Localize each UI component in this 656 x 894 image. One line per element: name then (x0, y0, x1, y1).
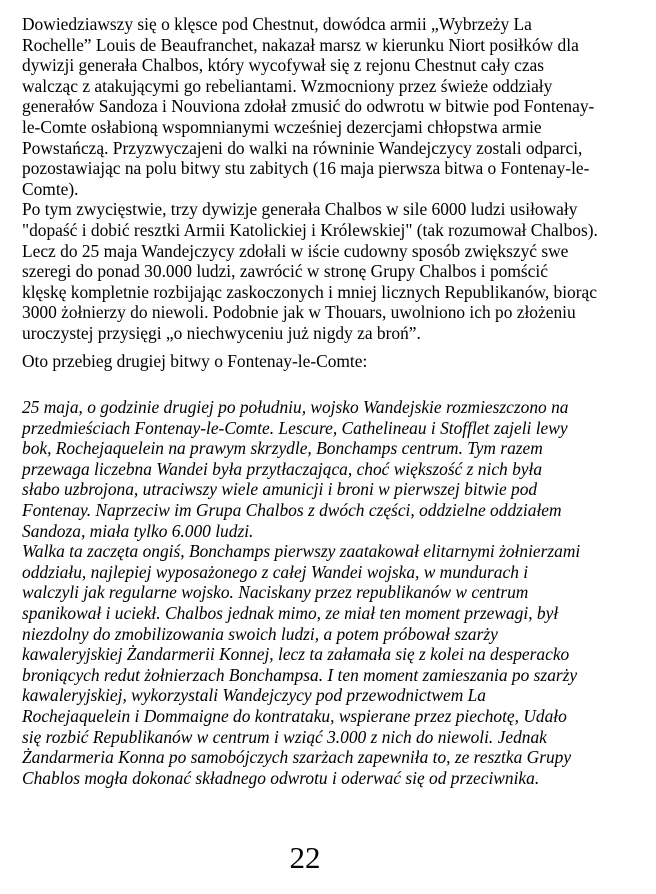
page-number: 22 (289, 840, 321, 875)
paragraph: Po tym zwycięstwie, trzy dywizje generała Chalbos w sile 6000 ludzi usiłowały "dopaść i dobić resztki Armii Katolickiej i Królewskiej" (tak rozumował Chalbos). Lecz do 25 maja Wandejczycy zdołali w iście cudowny sposób zwiększyć swe szeregi do ponad 30.000 ludzi, zawrócić w stronę Grupy Chalbos i pomścić klęskę kompletnie rozbijając zaskoczonych i mniej licznych Republikanów, biorąc 3000 żołnierzy do niewoli. Podobnie jak w Thouars, uwolniono ich po złożeniu uroczystej przysięgi „o niechwyceniu już nigdy za broń”. (22, 199, 598, 343)
document-page (22, 14, 642, 788)
italic-paragraph: 25 maja, o godzinie drugiej po południu, wojsko Wandejskie rozmieszczono na przedmieściach Fontenay-le-Comte. Lescure, Cathelineau i Stofflet zajeli lewy bok, Rochejaquelein na prawym skrzydle, Bonchamps centrum. Tym razem przewaga liczebna Wandei była przytłaczająca, choć większość z nich była słabo uzbrojona, utraciwszy wiele amunicji i broni w pierwszej bitwie pod Fontenay. Naprzeciw im Grupa Chalbos z dwóch części, oddzielne oddziałem Sandoza, miała tylko 6.000 ludzi. (22, 397, 569, 541)
paragraph: Dowiedziawszy się o klęsce pod Chestnut, dowódca armii „Wybrzeży La Rochelle” Louis de Beaufranchet, nakazał marsz w kierunku Niort posiłków dla dywizji generała Chalbos, który wycofywał się z rejonu Chestnut cały czas walcząc z atakującymi go rebeliantami. Wzmocniony przez świeże oddziały generałów Sandoza i Nouviona zdołał zmusić do odwrotu w bitwie pod Fontenay- le-Comte osłabioną wspomnianymi wcześniej dezercjami chłopstwa armie Powstańczą. Przyzwyczajeni do walki na równinie Wandejczycy zostali odparci, pozostawiając na polu bitwy stu zabitych (16 maja pierwsza bitwa o Fontenay-le- Comte). (22, 14, 595, 199)
italic-paragraph: Walka ta zaczęta ongiś, Bonchamps pierwszy zaatakował elitarnymi żołnierzami oddziału, najlepiej wyposażonego z całej Wandei wojska, w mundurach i walczyli jak regularne wojsko. Naciskany przez republikanów w centrum spanikował i uciekł. Chalbos jednak mimo, ze miał ten moment przewagi, był niezdolny do zmobilizowania swoich ludzi, a potem próbował szarży kawaleryjskiej Żandarmerii Konnej, lecz ta załamała się z kolei na desperacko broniących redut żołnierzach Bonchampsa. I ten moment zamieszania po szarży kawaleryjskiej, wykorzystali Wandejczycy pod przewodnictwem La Rochejaquelein i Dommaigne do kontrataku, wspierane przez piechotę, Udało się rozbić Republikanów w centrum i wziąć 3.000 z nich do niewoli. Jednak Żandarmeria Konna po samobójczych szarżach zapewniła to, ze resztka Grupy Chablos mogła dokonać składnego odwrotu i oderwać się od przeciwnika. (22, 541, 581, 788)
section-lead: Oto przebieg drugiej bitwy o Fontenay-le-Comte: (22, 350, 368, 371)
